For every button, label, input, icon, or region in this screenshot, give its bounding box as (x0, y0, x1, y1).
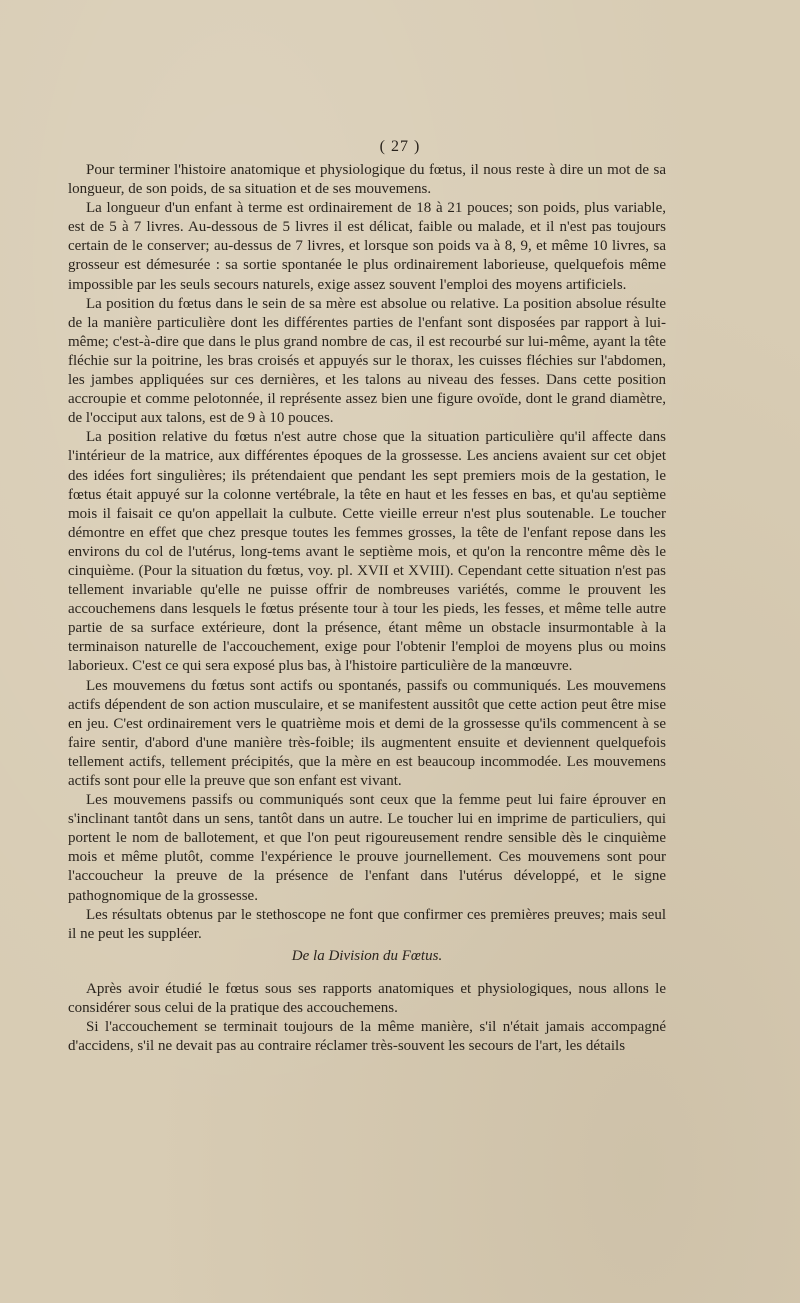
paragraph-length-weight: La longueur d'un enfant à terme est ordinairement de 18 à 21 pouces; son poids, plus variable, est de 5 à 7 livres. Au-dessous de 5 livres il est délicat, faible ou malade, et il n'est pas toujours certain de le conserver; au-dessus de 7 livres, et lorsque son poids va à 8, 9, et même 10 livres, sa grosseur est démesurée : sa sortie spontanée le plus ordinairement laborieuse, quelquefois même impossible par les seuls secours naturels, exige assez souvent l'emploi des moyens artificiels. (68, 200, 666, 293)
paragraph-relative-position: La position relative du fœtus n'est autre chose que la situation particulière qu'il affecte dans l'intérieur de la matrice, aux différentes époques de la grossesse. Les anciens avaient sur cet objet des idées fort singulières; ils prétendaient que pendant les sept premiers mois de la gestation, le fœtus était appuyé sur la colonne vertébrale, la tête en haut et les fesses en bas, et qu'au septième mois il faisait ce qu'on appellait la culbute. Cette vieille erreur n'est plus soutenable. Le toucher démontre en effet que chez presque toutes les femmes grosses, la tête de l'enfant repose dans les environs du col de l'utérus, long-tems avant le septième mois, et qu'on la rencontre même dès le cinquième. (Pour la situation du fœtus, voy. pl. XVII et XVIII). Cependant cette situation n'est pas tellement invariable qu'elle ne puisse offrir de nombreuses variétés, comme le prouvent les accouchemens dans lesquels le fœtus présente tour à tour les pieds, les fesses, et même telle autre partie de sa surface extérieure, dont la présence, étant même un obstacle insurmontable à la terminaison naturelle de l'accouchement, exige pour l'obtenir l'emploi de moyens plus ou moins laborieux. C'est ce qui sera exposé plus bas, à l'histoire particulière de la manœuvre. (68, 429, 666, 675)
paragraph-delivery: Si l'accouchement se terminait toujours de la même manière, s'il n'était jamais accompagné d'accidens, s'il ne devait pas au contraire réclamer très-souvent les secours de l'art, les détails (68, 1019, 666, 1055)
paragraph-active-movements: Les mouvemens du fœtus sont actifs ou spontanés, passifs ou communiqués. Les mouvemens actifs dépendent de son action musculaire, et se manifestent aussitôt que cette action peut être mise en jeu. C'est ordinairement vers le quatrième mois et demi de la grossesse qu'ils commencent à se faire sentir, d'abord d'une manière très-foible; ils augmentent ensuite et deviennent quelquefois tellement actifs, tellement précipités, que la mère en est beaucoup incommodée. Les mouvemens actifs sont pour elle la preuve que son enfant est vivant. (68, 677, 666, 789)
paragraph-stethoscope: Les résultats obtenus par le stethoscope ne font que confirmer ces premières preuves; mais seul il ne peut les suppléer. (68, 906, 666, 942)
page-number: ( 27 ) (379, 138, 421, 155)
body-text (68, 161, 666, 1056)
section-heading: De la Division du Fœtus. (291, 947, 443, 964)
paragraph-passive-movements: Les mouvemens passifs ou communiqués sont ceux que la femme peut lui faire éprouver en s'inclinant tantôt dans un sens, tantôt dans un autre. Le toucher lui en imprime de particuliers, qui portent le nom de ballotement, et que l'on peut rigoureusement rendre sensible dès le cinquième mois et même plutôt, comme l'expérience le prouve journellement. Ces mouvemens sont pour l'accoucheur la preuve de la présence de l'enfant dans l'utérus développé, et le signe pathognomique de la grossesse. (68, 792, 666, 904)
paragraph-absolute-position: La position du fœtus dans le sein de sa mère est absolue ou relative. La position absolue résulte de la manière particulière dont les différentes parties de l'enfant sont disposées par rapport à lui-même; c'est-à-dire que dans le plus grand nombre de cas, il est recourbé sur lui-même, ayant la tête fléchie sur la poitrine, les bras croisés et appuyés sur le thorax, les cuisses fléchies sur l'abdomen, les jambes appliquées sur ces dernières, et les talons au niveau des fesses. Dans cette position accroupie et comme pelotonnée, il représente assez bien une figure ovoïde, dont le grand diamètre, de l'occiput aux talons, est de 9 à 10 pouces. (68, 295, 666, 427)
paragraph-fetus-intro: Pour terminer l'histoire anatomique et physiologique du fœtus, il nous reste à dire un mot de sa longueur, de son poids, de sa situation et de ses mouvemens. (68, 162, 666, 198)
paragraph-practice: Après avoir étudié le fœtus sous ses rapports anatomiques et physiologiques, nous allons le considérer sous celui de la pratique des accouchemens. (68, 980, 666, 1017)
